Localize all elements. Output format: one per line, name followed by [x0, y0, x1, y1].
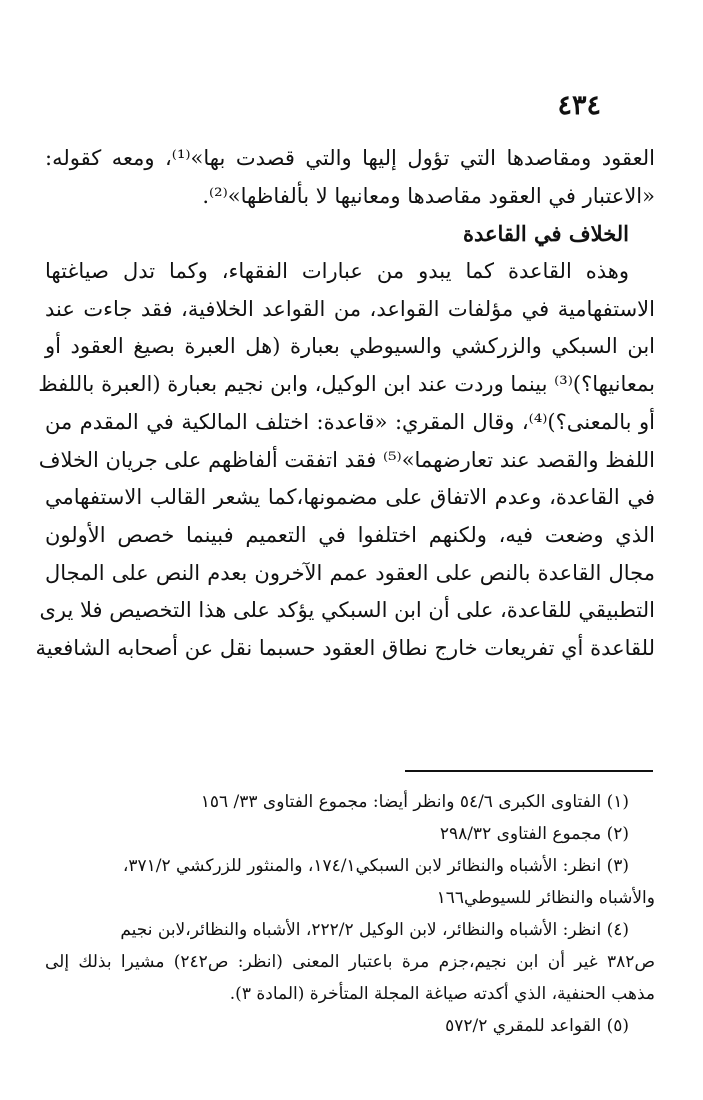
- main-text: [35, 140, 655, 668]
- text-line: «الاعتبار في العقود مقاصدها ومعانيها لا بألفاظها»⁽²⁾.: [202, 183, 655, 208]
- footnote-divider: [405, 770, 653, 772]
- text-line: اللفظ والقصد عند تعارضهما»⁽⁵⁾ فقد اتفقت ألفاظهم على جريان الخلاف: [38, 447, 655, 472]
- footnote-line: (١) الفتاوى الكبرى ٥٤/٦ وانظر أيضا: مجموع الفتاوى ٣٣/ ١٥٦: [200, 792, 629, 812]
- footnotes: [45, 786, 655, 1042]
- footnote-line: (٥) القواعد للمقري ٥٧٢/٢: [445, 1016, 629, 1036]
- text-line: الاستفهامية في مؤلفات القواعد، من القواعد الخلافية، فقد جاءت عند: [45, 296, 655, 321]
- footnote-line: (٤) انظر: الأشباه والنظائر، لابن الوكيل ٢٢٢/٢، الأشباه والنظائر،لابن نجيم: [120, 920, 629, 940]
- text-line: مجال القاعدة بالنص على العقود عمم الآخرون بعدم النص على المجال: [45, 560, 655, 585]
- text-line: للقاعدة أي تفريعات خارج نطاق العقود حسبما نقل عن أصحابه الشافعية: [35, 635, 655, 660]
- text-line: ابن السبكي والزركشي والسيوطي بعبارة (هل العبرة بصيغ العقود أو: [45, 334, 655, 359]
- text-line: التطبيقي للقاعدة، على أن ابن السبكي يؤكد على هذا التخصيص فلا يرى: [39, 598, 655, 623]
- footnote-line: (٢) مجموع الفتاوى ٢٩٨/٣٢: [439, 824, 629, 844]
- page-number: ٤٣٤: [557, 90, 601, 121]
- text-line: الذي وضعت فيه، ولكنهم اختلفوا في التعميم فبينما خصص الأولون: [45, 522, 655, 547]
- text-line: أو بالمعنى؟)⁽⁴⁾، وقال المقري: «قاعدة: اختلف المالكية في المقدم من: [45, 409, 655, 434]
- text-line: بمعانيها؟)⁽³⁾ بينما وردت عند ابن الوكيل، وابن نجيم بعبارة (العبرة باللفظ: [38, 372, 655, 397]
- footnote-line: ص٣٨٢ غير أن ابن نجيم،جزم مرة باعتبار المعنى (انظر: ص٢٤٢) مشيرا بذلك إلى: [45, 952, 655, 972]
- footnote-line: (٣) انظر: الأشباه والنظائر لابن السبكي١٧٤/١، والمنثور للزركشي ٣٧١/٢،: [122, 856, 629, 876]
- footnote-line: والأشباه والنظائر للسيوطي١٦٦: [436, 888, 655, 908]
- text-line: العقود ومقاصدها التي تؤول إليها والتي قصدت بها»⁽¹⁾، ومعه كقوله:: [45, 146, 655, 170]
- text-line: وهذه القاعدة كما يبدو من عبارات الفقهاء، وكما تدل صياغتها: [45, 259, 629, 284]
- text-line: في القاعدة، وعدم الاتفاق على مضمونها،كما يشعر القالب الاستفهامي: [45, 485, 655, 510]
- section-heading: الخلاف في القاعدة: [462, 221, 629, 247]
- footnote-line: مذهب الحنفية، الذي أكدته صياغة المجلة المتأخرة (المادة ٣).: [229, 984, 655, 1004]
